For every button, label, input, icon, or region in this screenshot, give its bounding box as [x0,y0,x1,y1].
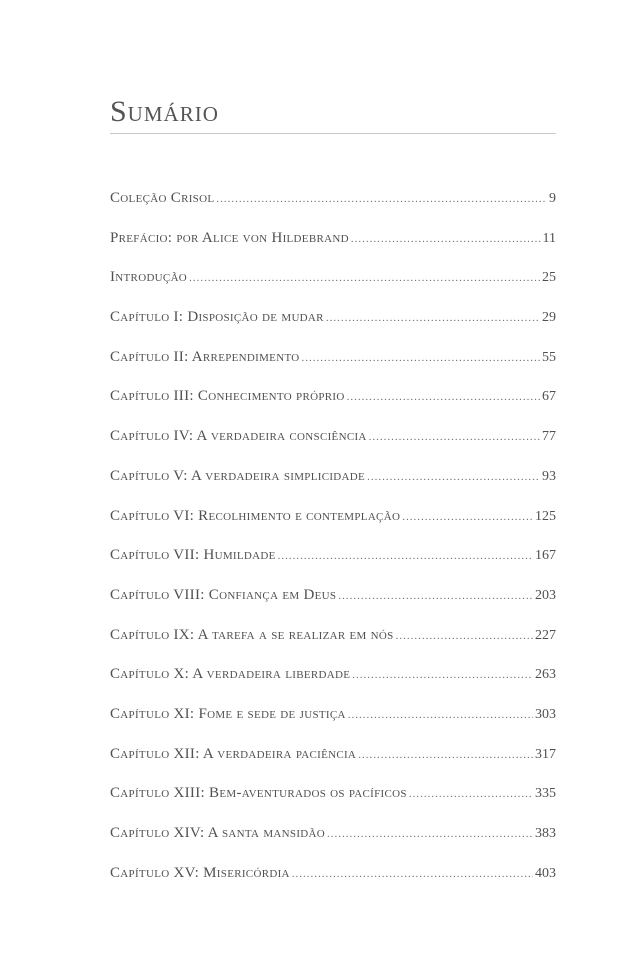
toc-entry [110,865,556,905]
dot-leader [216,193,547,205]
entry-title: Capítulo III: Conhecimento próprio [110,388,345,405]
toc-entry [110,349,556,389]
entry-title: Capítulo VI: Recolhimento e contemplação [110,507,401,524]
entry-page-number: 303 [535,706,556,722]
toc-entry [110,428,556,468]
toc-entry [110,269,556,309]
toc-entry [110,587,556,627]
entry-page-number: 227 [535,627,556,643]
dot-leader [358,749,533,761]
entry-title: Capítulo XV: Misericórdia [110,864,290,881]
dot-leader [402,511,533,523]
entry-page-number: 167 [535,548,556,564]
dot-leader [292,868,533,880]
entry-title: Capítulo VIII: Confiança em Deus [110,586,337,603]
entry-page-number: 25 [542,270,556,286]
dot-leader [352,669,533,681]
entry-page-number: 9 [549,191,556,206]
entry-page-number: 317 [535,746,556,762]
toc-entry [110,627,556,667]
toc-entry [110,230,556,270]
entry-page-number: 403 [535,865,556,881]
entry-page-number: 383 [535,826,556,841]
dot-leader [367,471,540,483]
entry-title: Capítulo XIV: A santa mansidão [110,825,326,841]
dot-leader [327,828,533,840]
entry-page-number: 29 [542,310,556,326]
toc-entry [110,508,556,548]
dot-leader [369,431,540,443]
entry-page-number: 203 [535,587,556,603]
entry-title: Prefácio: por Alice von Hildebrand [110,229,349,246]
dot-leader [326,312,540,324]
dot-leader [302,352,540,364]
page-title: Sumário [110,95,219,128]
dot-leader [409,788,533,800]
toc-entry [110,785,556,825]
entry-title: Capítulo XIII: Bem-aventurados os pacíficos [110,785,407,802]
dot-leader [351,233,541,245]
entry-page-number: 263 [535,667,556,683]
title-divider [110,133,556,134]
entry-page-number: 77 [542,429,556,445]
entry-title: Coleção Crisol [110,190,215,206]
entry-page-number: 55 [542,349,556,365]
entry-title: Introdução [110,269,188,286]
toc-entry [110,666,556,706]
dot-leader [348,709,533,721]
entry-title: Capítulo VII: Humildade [110,547,276,564]
dot-leader [189,272,540,284]
entry-title: Capítulo IV: A verdadeira consciência [110,428,367,445]
entry-title: Capítulo X: A verdadeira liberdade [110,666,351,683]
toc-entry [110,825,556,865]
toc-entry [110,547,556,587]
entry-title: Capítulo XI: Fome e sede de justiça [110,705,346,722]
toc-entry [110,746,556,786]
entry-page-number: 335 [535,786,556,802]
dot-leader [347,391,540,403]
entry-page-number: 11 [542,230,556,246]
dot-leader [338,590,533,602]
dot-leader [396,630,533,642]
entry-title: Capítulo II: Arrependimento [110,348,300,365]
entry-title: Capítulo XII: A verdadeira paciência [110,745,357,762]
table-of-contents [110,190,556,904]
toc-entry [110,706,556,746]
toc-entry [110,468,556,508]
entry-page-number: 93 [542,468,556,484]
entry-page-number: 67 [542,389,556,405]
entry-title: Capítulo I: Disposição de mudar [110,309,324,326]
entry-title: Capítulo IX: A tarefa a se realizar em nós [110,626,394,643]
toc-entry [110,388,556,428]
toc-entry [110,190,556,230]
entry-title: Capítulo V: A verdadeira simplicidade [110,467,366,484]
dot-leader [278,550,533,562]
entry-page-number: 125 [535,508,556,524]
toc-entry [110,309,556,349]
